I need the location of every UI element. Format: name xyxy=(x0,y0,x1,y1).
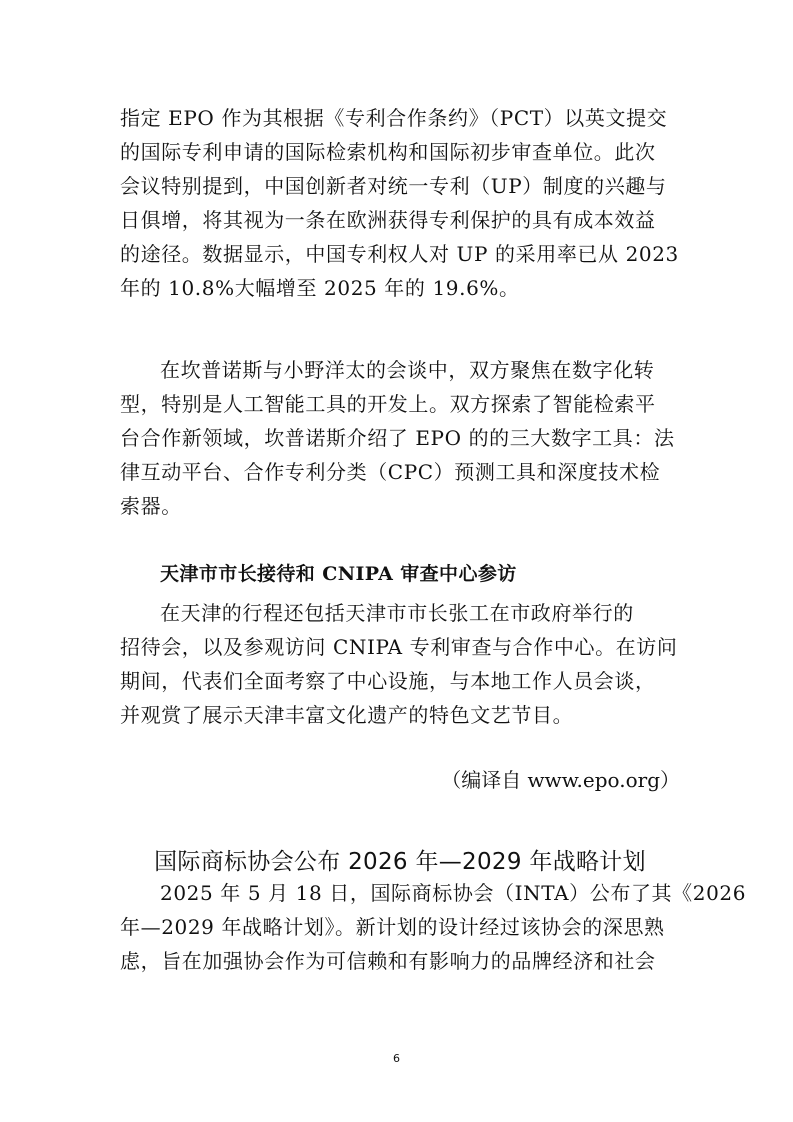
paragraph-line: 的国际专利申请的国际检索机构和国际初步审查单位。此次 xyxy=(120,140,656,164)
paragraph-line: 招待会，以及参观访问 CNIPA 专利审查与合作中心。在访问 xyxy=(120,635,678,659)
paragraph-tianjin-visit xyxy=(120,596,680,732)
paragraph-line: 日俱增，将其视为一条在欧洲获得专利保护的具有成本效益 xyxy=(120,208,656,232)
paragraph-line: 律互动平台、合作专利分类（CPC）预测工具和深度技术检 xyxy=(120,460,661,484)
paragraph-line: 会议特别提到，中国创新者对统一专利（UP）制度的兴趣与 xyxy=(120,174,667,198)
paragraph-line: 型，特别是人工智能工具的开发上。双方探索了智能检索平 xyxy=(120,392,656,416)
section-heading-block xyxy=(120,557,680,591)
article-title: 国际商标协会公布 2026 年—2029 年战略计划 xyxy=(154,849,646,875)
paragraph-line: 年的 10.8%大幅增至 2025 年的 19.6%。 xyxy=(120,276,520,300)
paragraph-line: 年—2029 年战略计划》。新计划的设计经过该协会的深思熟 xyxy=(120,915,665,939)
paragraph-digital-transformation xyxy=(120,353,680,523)
page-number: 6 xyxy=(393,1052,400,1065)
paragraph-inta-plan xyxy=(120,876,747,978)
paragraph-line: 在天津的行程还包括天津市市长张工在市政府举行的 xyxy=(160,601,634,625)
source-note: （编译自 www.epo.org） xyxy=(441,768,680,792)
section-heading: 天津市市长接待和 CNIPA 审查中心参访 xyxy=(160,563,517,585)
paragraph-line: 索器。 xyxy=(120,494,182,518)
paragraph-line: 虑，旨在加强协会作为可信赖和有影响力的品牌经济和社会 xyxy=(120,949,656,973)
paragraph-line: 期间，代表们全面考察了中心设施，与本地工作人员会谈， xyxy=(120,669,656,693)
paragraph-line: 指定 EPO 作为其根据《专利合作条约》（PCT）以英文提交 xyxy=(120,106,668,130)
paragraph-line: 的途径。数据显示，中国专利权人对 UP 的采用率已从 2023 xyxy=(120,242,679,266)
paragraph-line: 在坎普诺斯与小野洋太的会谈中，双方聚焦在数字化转 xyxy=(160,358,655,382)
paragraph-line: 并观赏了展示天津丰富文化遗产的特色文艺节目。 xyxy=(120,703,574,727)
paragraph-line: 台合作新领域，坎普诺斯介绍了 EPO 的的三大数字工具：法 xyxy=(120,426,675,450)
source-note-block xyxy=(120,763,680,797)
paragraph-line: 2025 年 5 月 18 日，国际商标协会（INTA）公布了其《2026 xyxy=(160,881,747,905)
paragraph-epo-pct xyxy=(120,101,680,305)
